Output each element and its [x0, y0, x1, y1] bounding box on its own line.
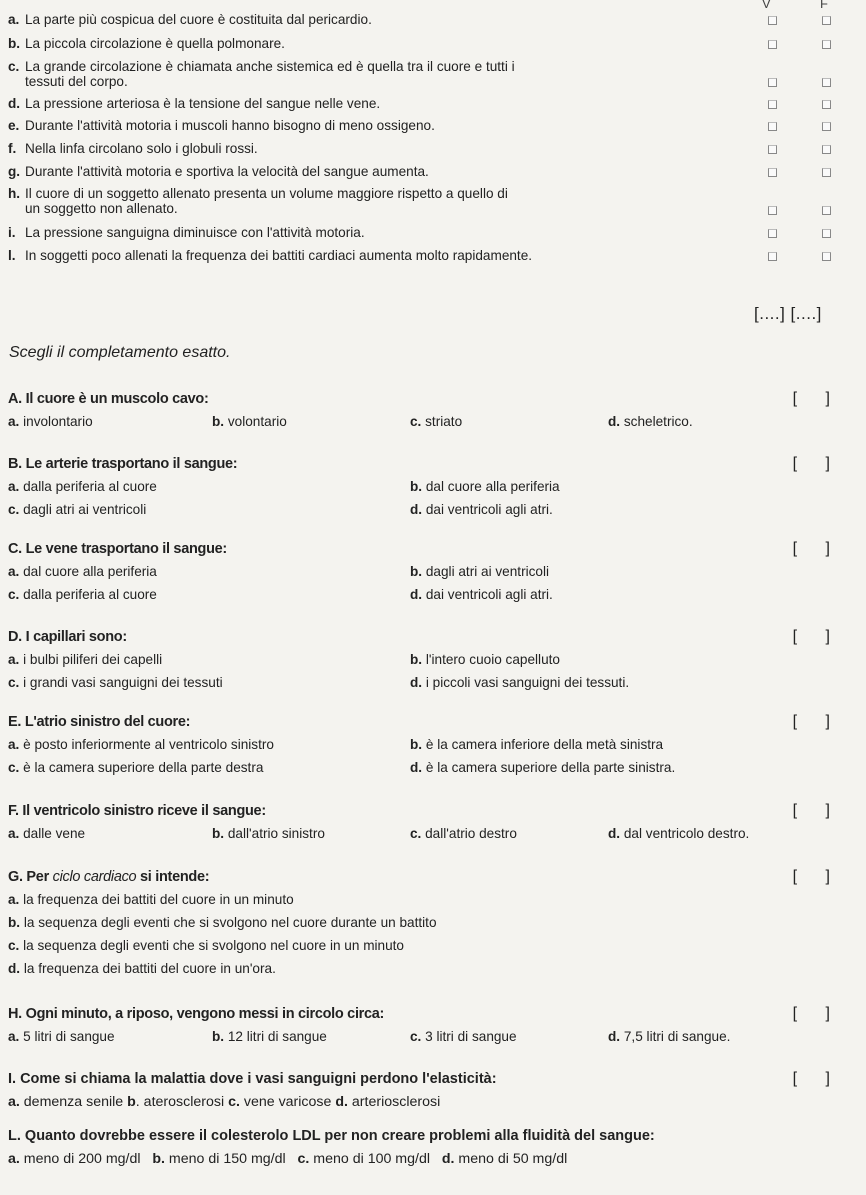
answer-bracket[interactable]: [ ] — [792, 455, 842, 472]
option-group[interactable]: a. meno di 200 mg/dl b. meno di 150 mg/dl c. meno di 100 mg/dl d. meno di 50 mg/dl — [8, 1151, 568, 1167]
tf-text: La pressione arteriosa è la tensione del sangue nelle vene. — [25, 96, 381, 111]
checkbox-false-e[interactable] — [822, 122, 831, 131]
tf-text: La pressione sanguigna diminuisce con l'attività motoria. — [25, 225, 365, 240]
question-title: A. Il cuore è un muscolo cavo: — [8, 391, 209, 407]
checkbox-true-a[interactable] — [768, 16, 777, 25]
tf-text: Nella linfa circolano solo i globuli rossi. — [25, 141, 258, 156]
question-e — [8, 713, 860, 775]
tf-letter: c. — [8, 59, 20, 74]
true-column-header: V — [762, 0, 771, 11]
tf-text: La grande circolazione è chiamata anche sistemica ed è quella tra il cuore e tutti i — [25, 59, 515, 74]
tf-item-g — [8, 164, 858, 179]
tf-letter: b. — [8, 36, 21, 51]
option-d[interactable]: d. 7,5 litri di sangue. — [608, 1029, 731, 1044]
tf-letter: l. — [8, 248, 16, 263]
question-d — [8, 628, 860, 690]
option-b[interactable]: b. la sequenza degli eventi che si svolgono nel cuore durante un battito — [8, 915, 437, 930]
option-c[interactable]: c. dagli atri ai ventricoli — [8, 502, 147, 517]
tf-item-h — [8, 186, 858, 216]
question-title: C. Le vene trasportano il sangue: — [8, 541, 227, 557]
checkbox-true-d[interactable] — [768, 100, 777, 109]
checkbox-false-a[interactable] — [822, 16, 831, 25]
option-d[interactable]: d. dai ventricoli agli atri. — [410, 502, 553, 517]
answer-bracket[interactable]: [ ] — [792, 868, 842, 885]
option-b[interactable]: b. 12 litri di sangue — [212, 1029, 327, 1044]
tf-text: La piccola circolazione è quella polmonare. — [25, 36, 285, 51]
option-d[interactable]: d. dai ventricoli agli atri. — [410, 587, 553, 602]
checkbox-true-i[interactable] — [768, 229, 777, 238]
option-a[interactable]: a. involontario — [8, 414, 93, 429]
question-i — [8, 1070, 860, 1110]
checkbox-true-b[interactable] — [768, 40, 777, 49]
option-c[interactable]: c. striato — [410, 414, 463, 429]
tf-item-l — [8, 248, 858, 263]
option-c[interactable]: c. 3 litri di sangue — [410, 1029, 517, 1044]
tf-item-d — [8, 96, 858, 111]
tf-letter: f. — [8, 141, 17, 156]
tf-item-c — [8, 59, 858, 89]
option-c[interactable]: c. i grandi vasi sanguigni dei tessuti — [8, 675, 223, 690]
question-title: F. Il ventricolo sinistro riceve il sangue: — [8, 803, 266, 819]
question-title: I. Come si chiama la malattia dove i vasi sanguigni perdono l'elasticità: — [8, 1071, 497, 1087]
answer-bracket[interactable]: [ ] — [792, 802, 842, 819]
tf-letter: i. — [8, 225, 16, 240]
question-b — [8, 455, 860, 517]
tf-text: Durante l'attività motoria e sportiva la velocità del sangue aumenta. — [25, 164, 429, 179]
section-title: Scegli il completamento esatto. — [9, 344, 231, 361]
tf-text-cont: un soggetto non allenato. — [25, 201, 178, 216]
checkbox-false-c[interactable] — [822, 78, 831, 87]
score-boxes: [....] [....] — [754, 304, 822, 323]
option-c[interactable]: c. dall'atrio destro — [410, 826, 517, 841]
answer-bracket[interactable]: [ ] — [792, 1070, 842, 1087]
tf-item-i — [8, 225, 858, 240]
question-h — [8, 1005, 860, 1044]
option-b[interactable]: b. volontario — [212, 414, 287, 429]
option-c[interactable]: c. la sequenza degli eventi che si svolgono nel cuore in un minuto — [8, 938, 404, 953]
checkbox-false-l[interactable] — [822, 252, 831, 261]
tf-letter: g. — [8, 164, 21, 179]
checkbox-true-h[interactable] — [768, 206, 777, 215]
question-title: E. L'atrio sinistro del cuore: — [8, 714, 191, 730]
option-a[interactable]: a. dal cuore alla periferia — [8, 564, 157, 579]
option-b[interactable]: b. dagli atri ai ventricoli — [410, 564, 550, 579]
answer-bracket[interactable]: [ ] — [792, 540, 842, 557]
question-title: H. Ogni minuto, a riposo, vengono messi in circolo circa: — [8, 1006, 385, 1022]
option-d[interactable]: d. i piccoli vasi sanguigni dei tessuti. — [410, 675, 630, 690]
checkbox-false-g[interactable] — [822, 168, 831, 177]
question-title: D. I capillari sono: — [8, 629, 127, 645]
false-column-header: F — [820, 0, 828, 11]
option-a[interactable]: a. è posto inferiormente al ventricolo sinistro — [8, 737, 274, 752]
tf-text: La parte più cospicua del cuore è costituita dal pericardio. — [25, 12, 372, 27]
tf-text: In soggetti poco allenati la frequenza dei battiti cardiaci aumenta molto rapidamente. — [25, 248, 533, 263]
option-c[interactable]: c. dalla periferia al cuore — [8, 587, 157, 602]
question-l — [8, 1127, 860, 1167]
checkbox-true-l[interactable] — [768, 252, 777, 261]
option-d[interactable]: d. scheletrico. — [608, 414, 693, 429]
answer-bracket[interactable]: [ ] — [792, 713, 842, 730]
checkbox-false-f[interactable] — [822, 145, 831, 154]
tf-item-a — [8, 12, 858, 27]
question-g — [8, 868, 860, 976]
answer-bracket[interactable]: [ ] — [792, 1005, 842, 1022]
tf-letter: a. — [8, 12, 20, 27]
answer-bracket[interactable]: [ ] — [792, 390, 842, 407]
tf-item-b — [8, 36, 858, 51]
checkbox-true-g[interactable] — [768, 168, 777, 177]
tf-item-e — [8, 118, 858, 133]
option-b[interactable]: b. l'intero cuoio capelluto — [410, 652, 560, 667]
option-b[interactable]: b. dal cuore alla periferia — [410, 479, 560, 494]
checkbox-true-f[interactable] — [768, 145, 777, 154]
option-c[interactable]: c. è la camera superiore della parte destra — [8, 760, 264, 775]
tf-text: Il cuore di un soggetto allenato presenta un volume maggiore rispetto a quello di — [25, 186, 508, 201]
option-d[interactable]: d. dal ventricolo destro. — [608, 826, 750, 841]
checkbox-false-i[interactable] — [822, 229, 831, 238]
question-title: L. Quanto dovrebbe essere il colesterolo LDL per non creare problemi alla fluidità del sangue: — [8, 1128, 655, 1144]
question-title: B. Le arterie trasportano il sangue: — [8, 456, 238, 472]
option-d[interactable]: d. la frequenza dei battiti del cuore in un'ora. — [8, 961, 276, 976]
question-title: G. Per ciclo cardiaco si intende: — [8, 869, 210, 885]
checkbox-false-h[interactable] — [822, 206, 831, 215]
checkbox-false-b[interactable] — [822, 40, 831, 49]
question-a — [8, 390, 860, 429]
answer-bracket[interactable]: [ ] — [792, 628, 842, 645]
option-a[interactable]: a. dalle vene — [8, 826, 86, 841]
option-a[interactable]: a. 5 litri di sangue — [8, 1029, 115, 1044]
tf-letter: d. — [8, 96, 21, 111]
tf-letter: e. — [8, 118, 20, 133]
question-c — [8, 540, 860, 602]
option-b[interactable]: b. dall'atrio sinistro — [212, 826, 325, 841]
checkbox-false-d[interactable] — [822, 100, 831, 109]
checkbox-true-c[interactable] — [768, 78, 777, 87]
checkbox-true-e[interactable] — [768, 122, 777, 131]
tf-text: Durante l'attività motoria i muscoli hanno bisogno di meno ossigeno. — [25, 118, 435, 133]
question-f — [8, 802, 860, 841]
option-b[interactable]: b. è la camera inferiore della metà sinistra — [410, 737, 664, 752]
tf-item-f — [8, 141, 858, 156]
option-group[interactable]: a. demenza senile b. aterosclerosi c. vene varicose d. arteriosclerosi — [8, 1094, 441, 1110]
option-a[interactable]: a. i bulbi piliferi dei capelli — [8, 652, 163, 667]
tf-text-cont: tessuti del corpo. — [25, 74, 128, 89]
tf-letter: h. — [8, 186, 21, 201]
option-a[interactable]: a. la frequenza dei battiti del cuore in un minuto — [8, 892, 294, 907]
option-d[interactable]: d. è la camera superiore della parte sinistra. — [410, 760, 676, 775]
option-a[interactable]: a. dalla periferia al cuore — [8, 479, 157, 494]
